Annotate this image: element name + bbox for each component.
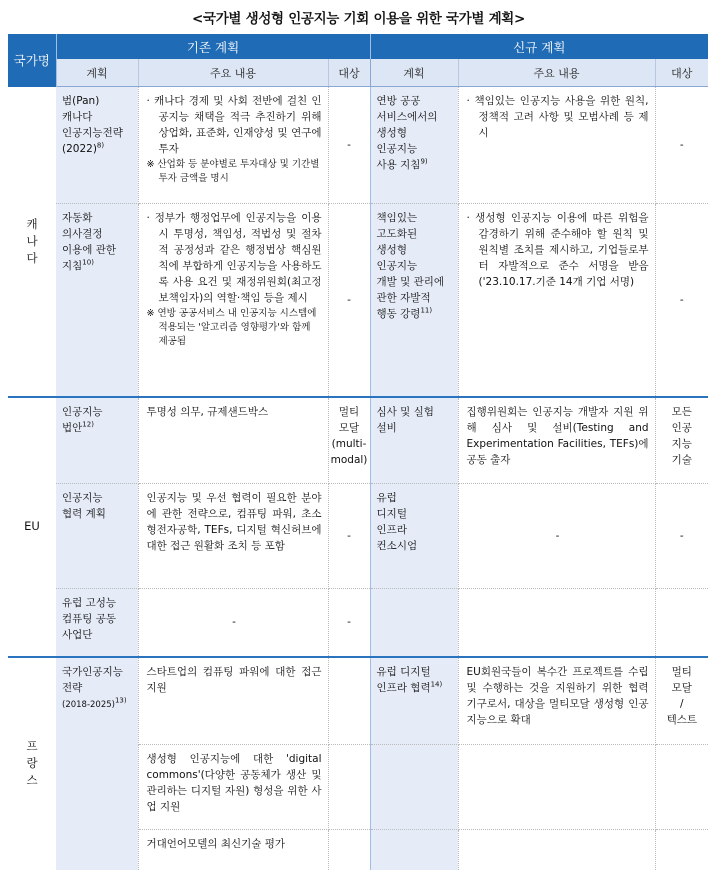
new-target-cell: 모든 인공 지능 기술: [655, 397, 708, 484]
new-desc-cell: [458, 87, 655, 204]
country-canada: 캐 나 다: [8, 87, 56, 397]
new-target-cell: [655, 589, 708, 657]
header-new-plan-col: 계획: [370, 59, 458, 87]
plan-text: 범(Pan) 캐나다 인공지능전략 (2022): [62, 95, 123, 155]
table-row: [8, 484, 708, 589]
new-desc-cell: [458, 397, 655, 484]
new-desc-cell: -: [458, 484, 655, 589]
new-plan-text: 연방 공공 서비스에서의 생성형 인공지능 사용 지침: [376, 95, 438, 171]
header-new-target: 대상: [655, 59, 708, 87]
new-desc-cell: [458, 745, 655, 830]
footnote-ref: 13): [114, 696, 127, 704]
new-desc-cell: [458, 657, 655, 745]
desc-text: 거대언어모델의 최신기술 평가: [146, 838, 286, 850]
desc-note: ※ 연방 공공서비스 내 인공지능 시스템에 적용되는 '알고리즘 영향평가'와 함께 제공됨: [146, 308, 317, 347]
footnote-ref: 12): [82, 420, 94, 428]
desc-text: 생성형 인공지능에 대한 'digital commons'(다양한 공동체가 생산 및 관리하는 디지털 자원) 형성을 위한 사업 지원: [146, 753, 322, 813]
header-existing-plan: 기존 계획: [56, 34, 370, 59]
header-plan: 계획: [56, 59, 138, 87]
footnote-ref: 8): [96, 141, 105, 150]
page-title: <국가별 생성형 인공지능 기회 이용을 위한 국가별 계획>: [191, 11, 526, 27]
plan-cell: 유럽 고성능 컴퓨팅 공동 사업단: [56, 589, 138, 657]
plan-cell: 인공지능 협력 계획: [56, 484, 138, 589]
new-plan-text: 유럽 디지털 인프라 협력: [376, 665, 431, 694]
country-france: 프 랑 스: [26, 739, 38, 787]
desc-cell: [138, 87, 328, 204]
footnote-ref: 9): [420, 157, 428, 166]
new-plan-cell: 심사 및 실험 설비: [370, 397, 458, 484]
header-target: 대상: [328, 59, 370, 87]
desc-cell: [138, 745, 328, 830]
plan-text: 국가인공지능 전략: [62, 665, 123, 694]
footnote-ref: 14): [430, 680, 443, 688]
plan-cell: [56, 657, 138, 870]
new-desc-cell: [458, 830, 655, 870]
table-row: [8, 87, 708, 204]
target-cell: -: [328, 484, 370, 589]
desc-text: 투명성 의무, 규제샌드박스: [146, 405, 269, 418]
country-eu: EU: [8, 397, 56, 657]
footnote-ref: 11): [420, 306, 433, 315]
table-row: [8, 589, 708, 657]
target-cell: 멀티 모달 (multi- modal): [328, 397, 370, 484]
new-target-cell: 멀티 모달 / 텍스트: [655, 657, 708, 745]
desc-cell: -: [138, 589, 328, 657]
plan-cell: [56, 397, 138, 484]
new-target-cell: -: [655, 87, 708, 204]
plan-text: 인공지능 법안: [62, 405, 103, 434]
new-target-cell: -: [655, 204, 708, 397]
new-desc-cell: [458, 589, 655, 657]
header-row-2: [8, 59, 708, 87]
plan-text: 자동화 의사결정 이용에 관한 지침: [62, 212, 117, 272]
header-country: 국가명: [8, 34, 56, 87]
target-cell: [328, 657, 370, 745]
desc-text: 인공지능 및 우선 협력이 필요한 분야에 관한 전략으로, 컴퓨팅 파워, 초소형전자공학, TEFs, 디지털 혁신허브에 대한 접근 원활화 조치 등 포함: [146, 492, 322, 552]
new-plan-text: 책임있는 고도화된 생성형 인공지능 개발 및 관리에 관한 자발적 행동 강령: [376, 212, 445, 320]
target-cell: -: [328, 589, 370, 657]
header-new-desc: 주요 내용: [458, 59, 655, 87]
header-new-plan: 신규 계획: [370, 34, 708, 59]
new-desc-text: 집행위원회는 인공지능 개발자 지원 위해 심사 및 설비(Testing and Experimentation Facilities, TEFs)에 공동 출자: [466, 405, 649, 466]
new-desc-cell: [458, 204, 655, 397]
desc-cell: [138, 397, 328, 484]
new-desc-text: EU회원국들이 복수간 프로젝트를 수립 및 수행하는 것을 지원하기 위한 협력 기구로서, 대상을 멀티모달 생성형 인공지능으로 확대: [466, 665, 649, 726]
new-target-cell: [655, 745, 708, 830]
target-cell: -: [328, 87, 370, 204]
desc-cell: [138, 657, 328, 745]
desc-cell: [138, 204, 328, 397]
desc-cell: [138, 830, 328, 870]
plan-sub: (2018-2025): [62, 699, 115, 710]
target-cell: [328, 830, 370, 870]
new-target-cell: -: [655, 484, 708, 589]
table-row: [8, 657, 708, 745]
desc-text: · 캐나다 경제 및 사회 전반에 걸친 인공지능 채택을 적극 추진하기 위해 상업화, 표준화, 인재양성 및 연구에 투자: [146, 95, 322, 155]
new-desc-text: · 책임있는 인공지능 사용을 위한 원칙, 정책적 고려 사항 및 모범사례 등 제시: [466, 95, 649, 139]
country-plan-table: [8, 34, 708, 870]
new-plan-cell: [370, 204, 458, 397]
new-desc-text: · 생성형 인공지능 이용에 따른 위험을 감경하기 위해 준수해야 할 원칙 및 원칙별 조치를 제시하고, 기업들로부터 자발적으로 준수 서명을 받음('23.10.17.기준 14개 기업 서명): [466, 212, 649, 288]
new-plan-cell: 유럽 디지털 인프라 컨소시엄: [370, 484, 458, 589]
plan-cell: [56, 87, 138, 204]
header-row-1: [8, 34, 708, 59]
plan-cell: [56, 204, 138, 397]
new-plan-cell: [370, 87, 458, 204]
table-row: [8, 204, 708, 397]
desc-text: · 정부가 행정업무에 인공지능을 이용시 투명성, 책임성, 적법성 및 절차적 공정성과 같은 행정법상 핵심원칙에 부합하게 인공지능을 사용하도록 사용 요건 및 재정위원회(최고정보책임자)의 역할·책임 등을 제시: [146, 212, 322, 304]
new-plan-cell: [370, 657, 458, 745]
target-cell: -: [328, 204, 370, 397]
header-desc: 주요 내용: [138, 59, 328, 87]
footnote-ref: 10): [82, 258, 94, 267]
new-plan-cell: [370, 830, 458, 870]
target-cell: [328, 745, 370, 830]
table-row: [8, 397, 708, 484]
new-plan-cell: [370, 745, 458, 830]
desc-cell: [138, 484, 328, 589]
desc-note: ※ 산업화 등 분야별로 투자대상 및 기간별 투자 금액을 명시: [146, 159, 320, 184]
new-target-cell: [655, 830, 708, 870]
desc-text: 스타트업의 컴퓨팅 파워에 대한 접근 지원: [146, 665, 322, 694]
new-plan-cell: [370, 589, 458, 657]
